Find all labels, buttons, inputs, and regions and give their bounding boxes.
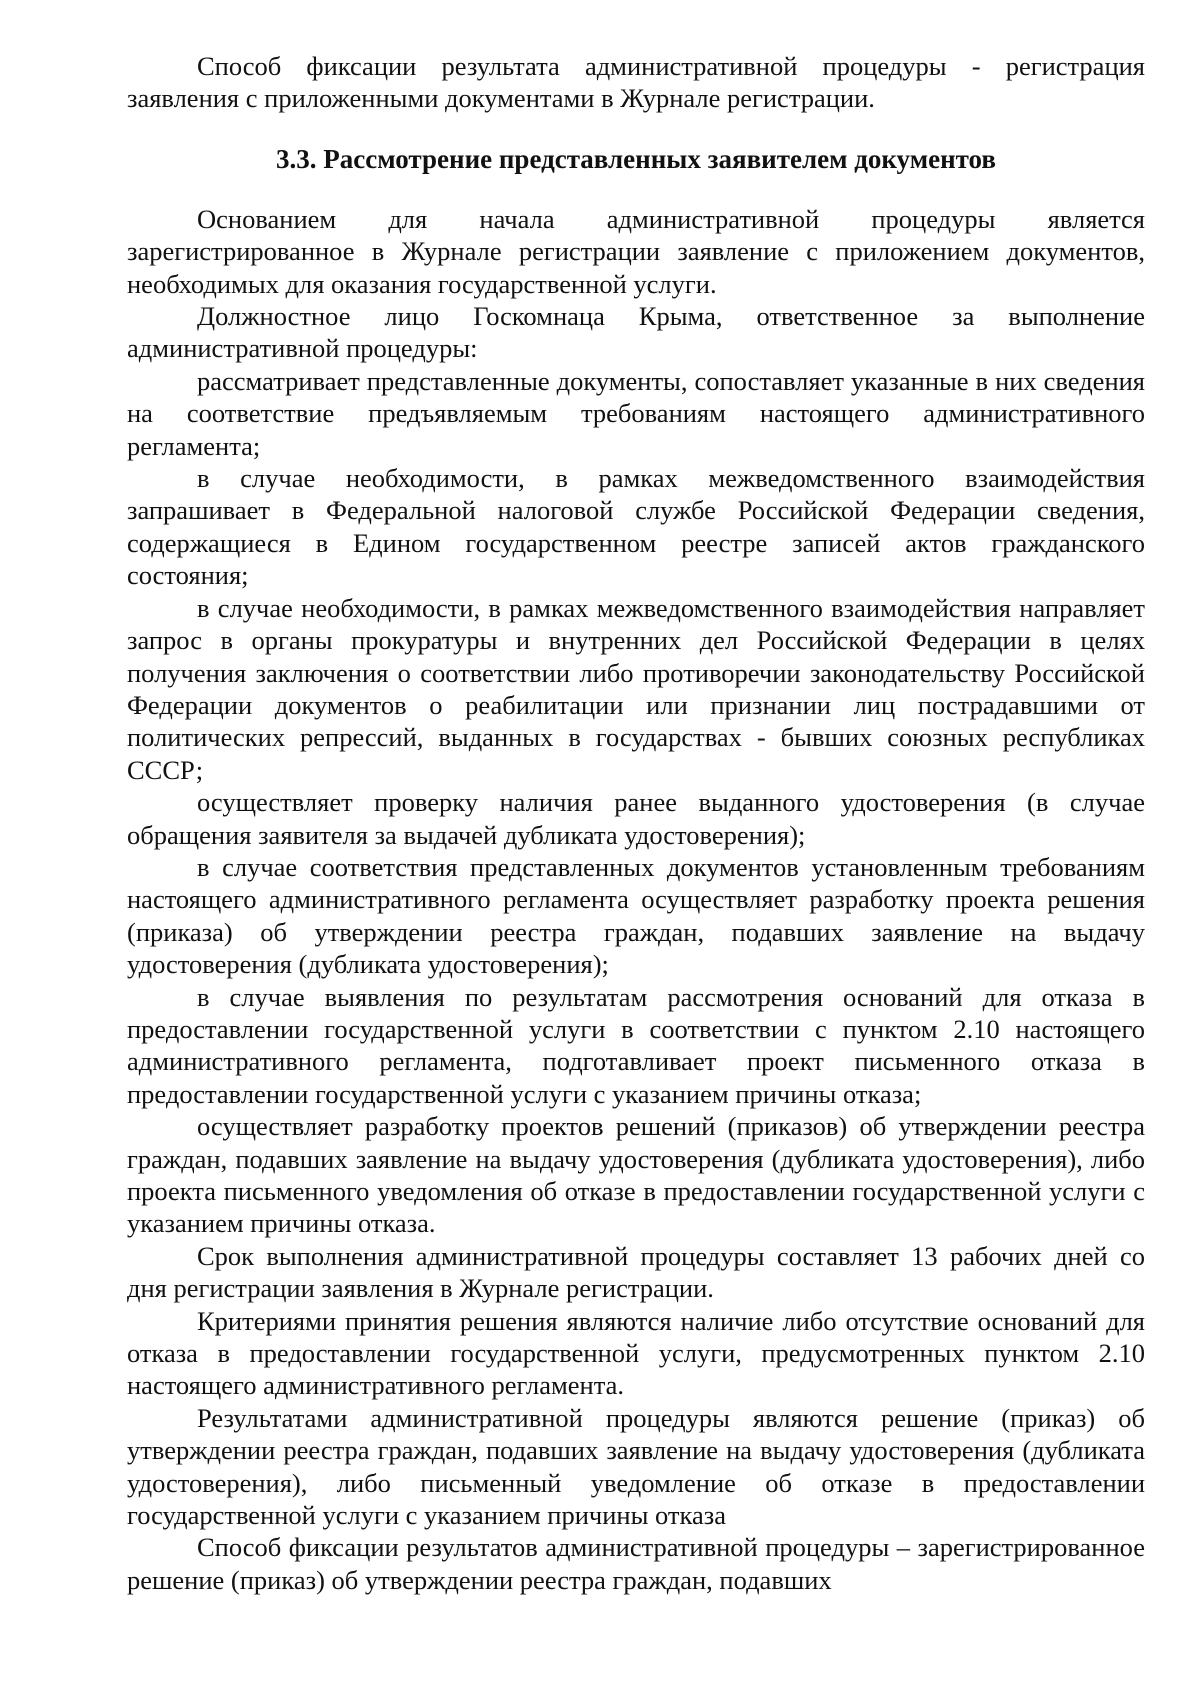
paragraph-criteria: Критериями принятия решения являются наличие либо отсутствие оснований для отказа в предоставлении государственной услуги, предусмотренных пунктом 2.10 настоящего административного регламента. [127,1305,1145,1401]
intro-paragraph: Способ фиксации результата административной процедуры - регистрация заявления с приложенными документами в Журнале регистрации. [127,51,1145,114]
paragraph-drafts-decision: в случае соответствия представленных документов установленным требованиям настоящего административного регламента осуществляет разработку проекта решения (приказа) об утверждении реестра граждан, подавших заявление на выдачу удостоверения (дубликата удостоверения); [127,851,1145,980]
paragraph-official: Должностное лицо Госкомнаца Крыма, ответственное за выполнение административной процедуры: [127,301,1145,364]
paragraph-develops-projects: осуществляет разработку проектов решений (приказов) об утверждении реестра граждан, подавших заявление на выдачу удостоверения (дубликата удостоверения), либо проекта письменного уведомления об отказе в предоставлении государственной услуги с указанием причины отказа. [127,1111,1145,1239]
paragraph-refusal-draft: в случае выявления по результатам рассмотрения оснований для отказа в предоставлении государственной услуги в соответствии с пунктом 2.10 настоящего административного регламента, подготавливает проект письменного отказа в предоставлении государственной услуги с указанием причины отказа; [127,981,1145,1109]
paragraph-basis: Основанием для начала административной процедуры является зарегистрированное в Журнале регистрации заявление с приложением документов, необходимых для оказания государственной услуги. [127,203,1145,299]
paragraph-reviews-documents: рассматривает представленные документы, сопоставляет указанные в них сведения на соответствие предъявляемым требованиям настоящего административного регламента; [127,365,1145,461]
paragraph-deadline: Срок выполнения административной процедуры составляет 13 рабочих дней со дня регистрации заявления в Журнале регистрации. [127,1240,1145,1304]
document-page [127,50,1145,1596]
paragraph-sends-prosecutor-request: в случае необходимости, в рамках межведомственного взаимодействия направляет запрос в органы прокуратуры и внутренних дел Российской Федерации в целях получения заключения о соответствии либо противоречии законодательству Российской Федерации документов о реабилитации или признании лиц пострадавшими от политических репрессий, выданных в государствах - бывших союзных республиках СССР; [127,592,1145,785]
paragraph-fixation-method: Способ фиксации результатов административной процедуры – зарегистрированное решение (приказ) об утверждении реестра граждан, подавших [127,1532,1145,1595]
paragraph-results: Результатами административной процедуры являются решение (приказ) об утверждении реестра граждан, подавших заявление на выдачу удостоверения (дубликата удостоверения), либо письменный уведомление об отказе в предоставлении государственной услуги с указанием причины отказа [127,1402,1145,1531]
section-heading: 3.3. Рассмотрение представленных заявителем документов [276,143,996,174]
paragraph-checks-certificate: осуществляет проверку наличия ранее выданного удостоверения (в случае обращения заявителя за выдачей дубликата удостоверения); [127,787,1145,850]
paragraph-requests-tax-service: в случае необходимости, в рамках межведомственного взаимодействия запрашивает в Федеральной налоговой службе Российской Федерации сведения, содержащиеся в Едином государственном реестре записей актов гражданского состояния; [127,463,1145,591]
